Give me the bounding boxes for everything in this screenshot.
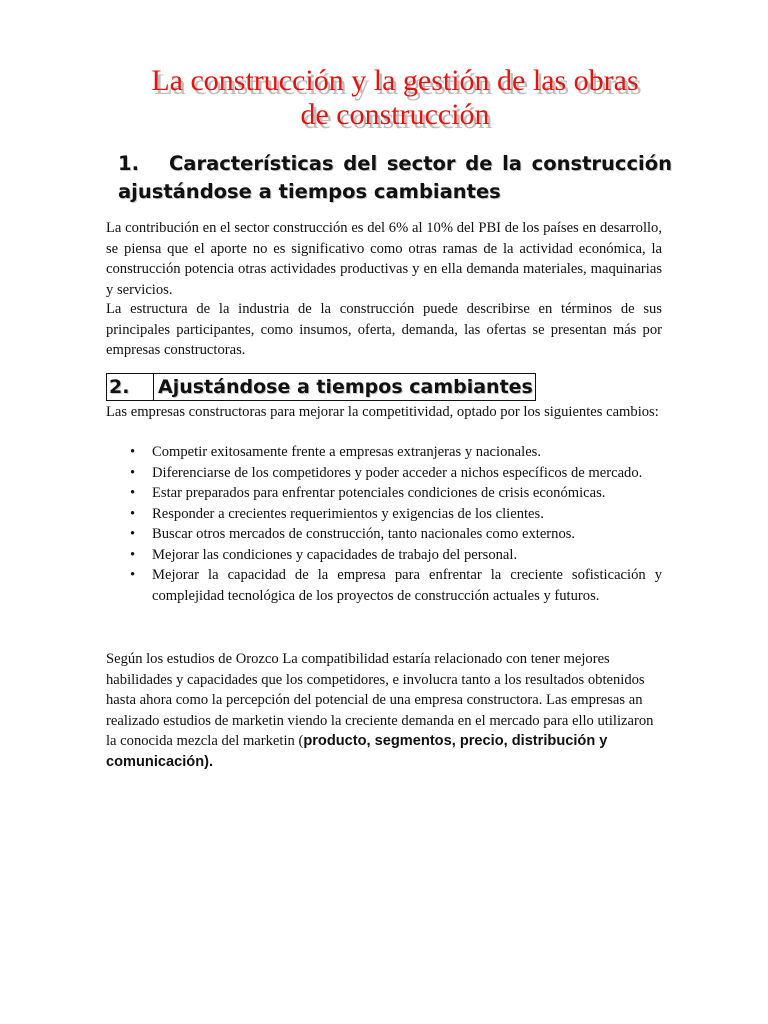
bullet: • [130, 464, 136, 481]
section-2-heading-text: Ajustándose a tiempos cambiantes [153, 373, 536, 401]
bullet: • [130, 567, 136, 583]
list-item: • Diferenciarse de los competidores y poder acceder a nichos específicos de mercado. [106, 463, 662, 484]
closing-bold-text: producto, segmentos, precio, distribución y comunicación). [106, 733, 608, 770]
section-1-heading-text: Características del sector de la construcción ajustándose a tiempos cambiantes [118, 152, 672, 203]
list-item: • Mejorar las condiciones y capacidades de trabajo del personal. [106, 545, 662, 566]
bullet: • [130, 505, 136, 522]
title-line-1: La construcción y la gestión de las obras [151, 64, 639, 97]
document-title [100, 64, 690, 132]
section-1-paragraph-1: La contribución en el sector construcción es del 6% al 10% del PBI de los países en desarrollo, se piensa que el aporte no es significativo como otras ramas de la actividad económica, la construcción potencia otras actividades productivas y en ella demanda materiales, maquinarias y servicios. [106, 220, 662, 298]
bullet: • [130, 485, 136, 501]
closing-paragraph [106, 649, 662, 772]
section-1-heading [118, 150, 672, 206]
list-item: • Mejorar la capacidad de la empresa para enfrentar la creciente sofisticación y complejidad tecnológica de los proyectos de construcción actuales y futuros. [130, 567, 662, 604]
section-2-intro: Las empresas constructoras para mejorar la competitividad, optado por los siguientes cambios: [106, 404, 659, 420]
list-item: • Estar preparados para enfrentar potenciales condiciones de crisis económicas. [106, 483, 662, 504]
list-item: • Competir exitosamente frente a empresas extranjeras y nacionales. [106, 442, 662, 463]
changes-list [106, 442, 662, 606]
bullet: • [130, 546, 136, 563]
list-item: • Buscar otros mercados de construcción, tanto nacionales como externos. [106, 524, 662, 545]
list-item: • Responder a crecientes requerimientos y exigencias de los clientes. [106, 504, 662, 525]
section-2-heading [106, 373, 536, 401]
title-line-2: de construcción [300, 98, 490, 131]
section-1-number: 1. [118, 152, 139, 175]
bullet: • [130, 526, 136, 542]
bullet: • [130, 444, 136, 460]
section-2-number: 2. [106, 373, 153, 401]
section-1-paragraph-2: La estructura de la industria de la construcción puede describirse en términos de sus principales participantes, como insumos, oferta, demanda, las ofertas se presentan más por empresas constructoras. [106, 301, 662, 358]
closing-text: Según los estudios de Orozco La compatibilidad estaría relacionado con tener mejores habilidades y capacidades que los competidores, e involucra tanto a los resultados obtenidos hasta ahora como la percepción del potencial de una empresa constructora. Las empresas an realizado estudios de marketin viendo la creciente demanda en el mercado para ello utilizaron la conocida mezcla del marketin ( [106, 651, 654, 749]
